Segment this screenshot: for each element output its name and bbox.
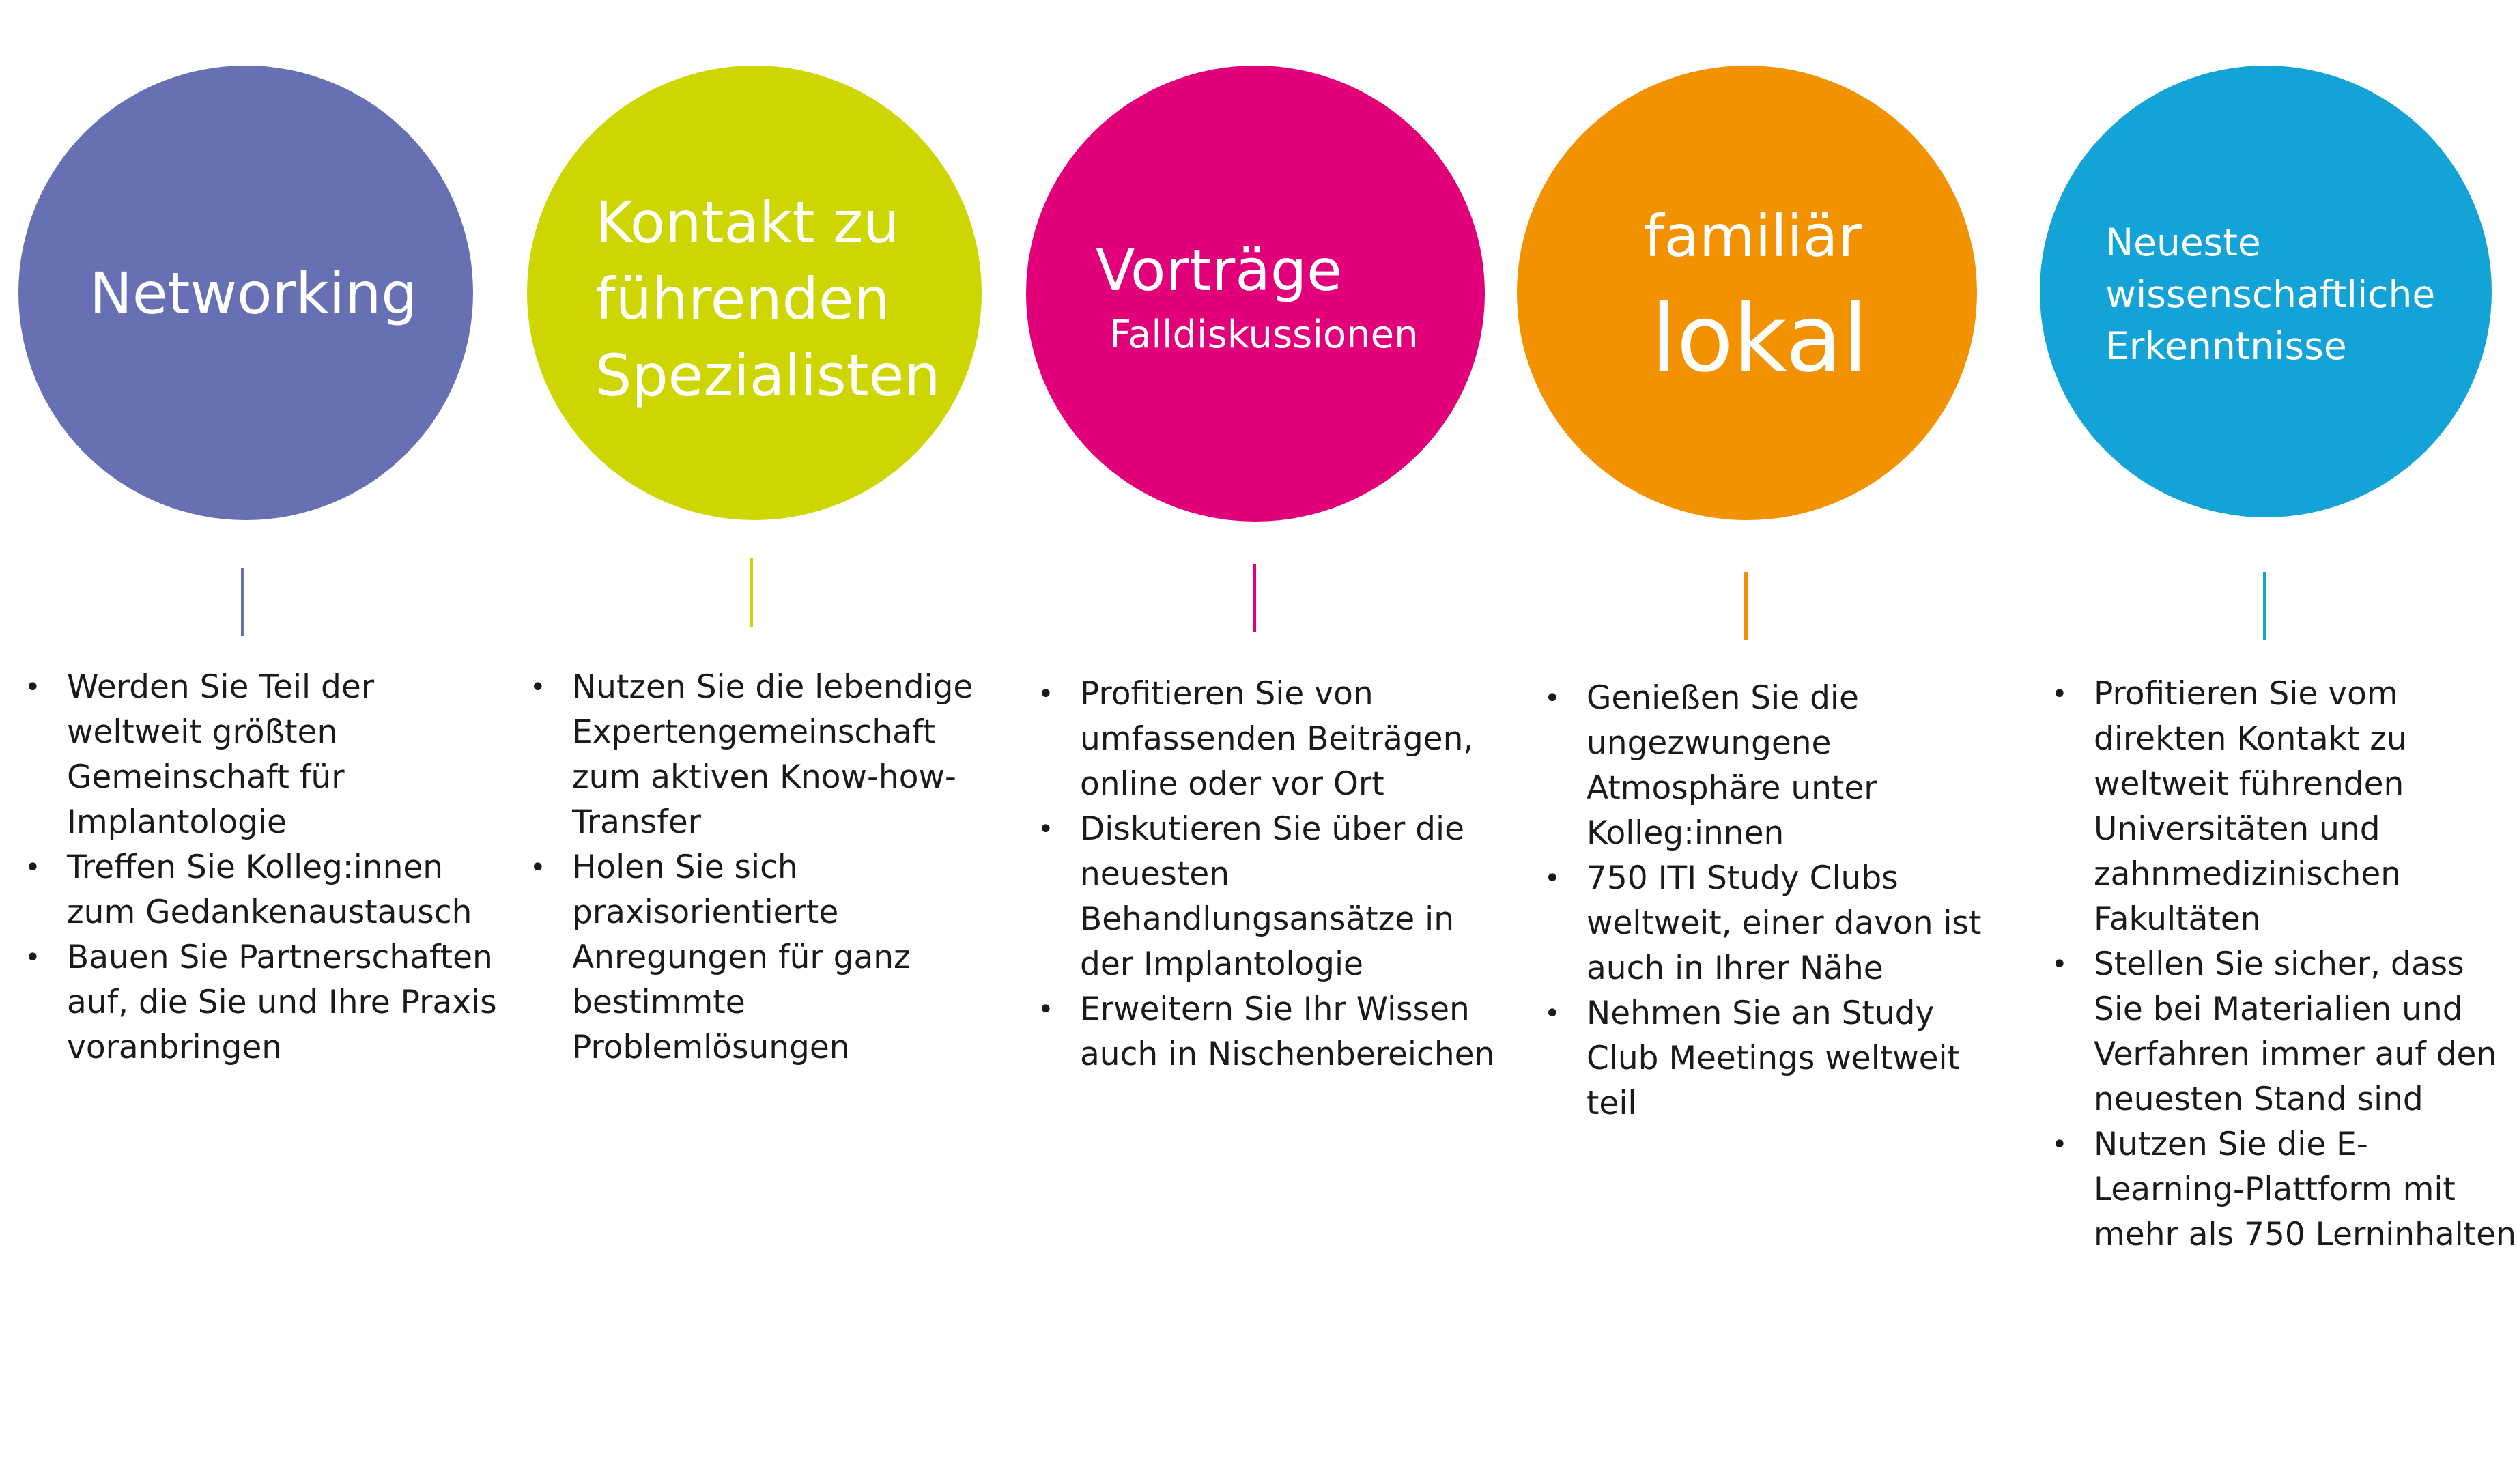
list-item: • Erweitern Sie Ihr Wissen auch in Nischenbereichen [1038, 987, 1516, 1077]
column-erkenntnisse [2031, 0, 2517, 1484]
column-vortraege [1014, 0, 1522, 1484]
list-item: • Holen Sie sich praxisorientierte Anregungen für ganz bestimmte Problemlösungen [530, 845, 1001, 1070]
column-spezialisten [505, 0, 1014, 1484]
list-item: • Stellen Sie sicher, dass Sie bei Materialien und Verfahren immer auf den neuesten Stand sind [2051, 942, 2517, 1122]
connector-line [1253, 564, 1256, 632]
list-item: • Werden Sie Teil der weltweit größten Gemeinschaft für Implantologie [25, 665, 502, 845]
list-item: • Nutzen Sie die lebendige Expertengemeinschaft zum aktiven Know-how-Transfer [530, 665, 1001, 845]
circle-label: familiär [1644, 203, 1862, 270]
connector-line [1744, 572, 1748, 640]
bullet-list [2051, 672, 2517, 1257]
circle-spezialisten [527, 66, 982, 520]
circle-label: Spezialisten [595, 342, 941, 409]
list-item: • Bauen Sie Partnerschaften auf, die Sie und Ihre Praxis voranbringen [25, 935, 502, 1070]
list-item: • Profitieren Sie vom direkten Kontakt zu weltweit führenden Universitäten und zahnmedizinischen Fakultäten [2051, 672, 2517, 942]
circle-label: wissenschaftliche [2105, 272, 2436, 316]
circle-label: Neueste [2105, 220, 2261, 264]
column-networking [0, 0, 505, 1484]
circle-label: führenden [595, 266, 890, 332]
list-item: • Profitieren Sie von umfassenden Beiträgen, online oder vor Ort [1038, 672, 1516, 807]
list-item: • Treffen Sie Kolleg:innen zum Gedankenaustausch [25, 845, 502, 935]
bullet-list [1544, 676, 2015, 1126]
circle-label: Networking [89, 260, 418, 327]
connector-line [750, 558, 753, 627]
list-item: • Nehmen Sie an Study Club Meetings weltweit teil [1544, 991, 2015, 1126]
list-item: • Nutzen Sie die E-Learning-Plattform mit mehr als 750 Lerninhalten [2051, 1122, 2517, 1257]
circle-lokal [1517, 66, 1977, 520]
connector-line [2263, 572, 2266, 640]
list-item: • Diskutieren Sie über die neuesten Behandlungsansätze in der Implantologie [1038, 807, 1516, 987]
list-item: • Genießen Sie die ungezwungene Atmosphäre unter Kolleg:innen [1544, 676, 2015, 856]
circle-vortraege [1026, 66, 1485, 522]
circle-erkenntnisse [2040, 66, 2492, 517]
list-item: • 750 ITI Study Clubs weltweit, einer davon ist auch in Ihrer Nähe [1544, 856, 2015, 991]
circle-label: Vorträge [1096, 237, 1342, 304]
connector-line [241, 568, 244, 636]
circle-label: lokal [1651, 285, 1868, 393]
circle-networking [18, 66, 473, 520]
circle-label: Falldiskussionen [1109, 313, 1419, 357]
bullet-list [25, 665, 502, 1070]
column-lokal [1522, 0, 2031, 1484]
circle-label: Kontakt zu [595, 189, 900, 256]
bullet-list [1038, 672, 1516, 1077]
circle-label: Erkenntnisse [2105, 324, 2347, 368]
bullet-list [530, 665, 1001, 1070]
